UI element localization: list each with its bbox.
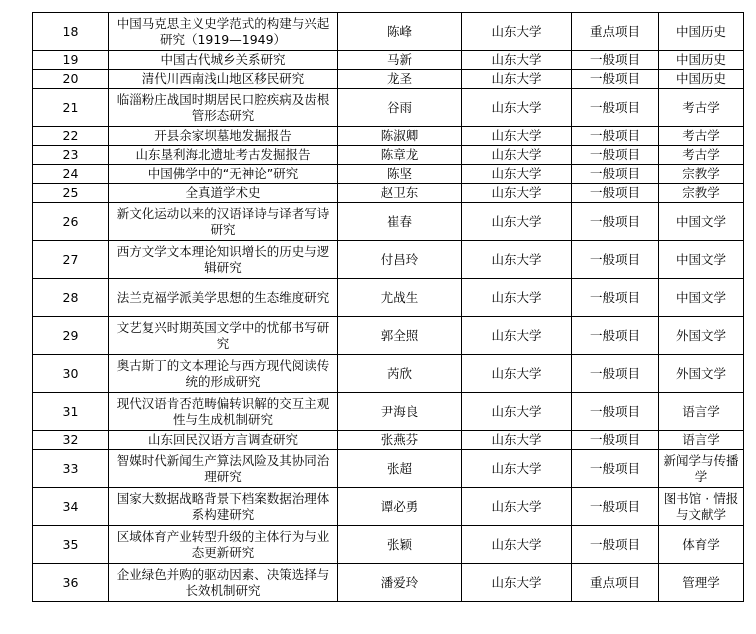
project-type: 一般项目 [572, 431, 659, 450]
project-title: 新文化运动以来的汉语译诗与译者写诗研究 [109, 203, 338, 241]
row-number: 21 [33, 89, 109, 127]
discipline: 新闻学与传播学 [659, 450, 744, 488]
project-title: 开县余家坝墓地发掘报告 [109, 127, 338, 146]
institution: 山东大学 [462, 526, 572, 564]
project-type: 一般项目 [572, 279, 659, 317]
discipline: 中国文学 [659, 203, 744, 241]
project-type: 一般项目 [572, 165, 659, 184]
institution: 山东大学 [462, 51, 572, 70]
row-number: 31 [33, 393, 109, 431]
principal-investigator: 崔春 [338, 203, 462, 241]
principal-investigator: 陈坚 [338, 165, 462, 184]
row-number: 30 [33, 355, 109, 393]
institution: 山东大学 [462, 317, 572, 355]
table-row [33, 89, 744, 127]
row-number: 33 [33, 450, 109, 488]
project-type: 一般项目 [572, 393, 659, 431]
project-title: 中国古代城乡关系研究 [109, 51, 338, 70]
principal-investigator: 潘爱玲 [338, 564, 462, 602]
row-number: 24 [33, 165, 109, 184]
table-row [33, 431, 744, 450]
project-type: 重点项目 [572, 564, 659, 602]
principal-investigator: 陈章龙 [338, 146, 462, 165]
institution: 山东大学 [462, 450, 572, 488]
discipline: 管理学 [659, 564, 744, 602]
principal-investigator: 赵卫东 [338, 184, 462, 203]
table-row [33, 526, 744, 564]
table-row [33, 241, 744, 279]
project-type: 一般项目 [572, 450, 659, 488]
principal-investigator: 张颖 [338, 526, 462, 564]
principal-investigator: 郭全照 [338, 317, 462, 355]
row-number: 32 [33, 431, 109, 450]
institution: 山东大学 [462, 89, 572, 127]
project-type: 重点项目 [572, 13, 659, 51]
project-title: 清代川西南浅山地区移民研究 [109, 70, 338, 89]
principal-investigator: 张超 [338, 450, 462, 488]
row-number: 28 [33, 279, 109, 317]
discipline: 语言学 [659, 431, 744, 450]
project-title: 国家大数据战略背景下档案数据治理体系构建研究 [109, 488, 338, 526]
principal-investigator: 陈淑卿 [338, 127, 462, 146]
discipline: 考古学 [659, 89, 744, 127]
project-type: 一般项目 [572, 203, 659, 241]
institution: 山东大学 [462, 184, 572, 203]
institution: 山东大学 [462, 355, 572, 393]
row-number: 19 [33, 51, 109, 70]
discipline: 体育学 [659, 526, 744, 564]
project-type: 一般项目 [572, 70, 659, 89]
row-number: 29 [33, 317, 109, 355]
discipline: 中国历史 [659, 70, 744, 89]
project-type: 一般项目 [572, 317, 659, 355]
table-row [33, 317, 744, 355]
discipline: 语言学 [659, 393, 744, 431]
principal-investigator: 芮欣 [338, 355, 462, 393]
institution: 山东大学 [462, 488, 572, 526]
institution: 山东大学 [462, 279, 572, 317]
row-number: 18 [33, 13, 109, 51]
institution: 山东大学 [462, 127, 572, 146]
row-number: 20 [33, 70, 109, 89]
principal-investigator: 尤战生 [338, 279, 462, 317]
project-title: 山东垦利海北遗址考古发掘报告 [109, 146, 338, 165]
table-row [33, 450, 744, 488]
project-type: 一般项目 [572, 241, 659, 279]
discipline: 外国文学 [659, 317, 744, 355]
table-row [33, 564, 744, 602]
principal-investigator: 尹海良 [338, 393, 462, 431]
table-row [33, 13, 744, 51]
project-title: 智媒时代新闻生产算法风险及其协同治理研究 [109, 450, 338, 488]
discipline: 考古学 [659, 127, 744, 146]
project-type: 一般项目 [572, 51, 659, 70]
project-table-body [33, 13, 744, 602]
table-row [33, 279, 744, 317]
institution: 山东大学 [462, 70, 572, 89]
discipline: 宗教学 [659, 184, 744, 203]
project-title: 文艺复兴时期英国文学中的忧郁书写研究 [109, 317, 338, 355]
table-row [33, 488, 744, 526]
project-title: 中国佛学中的“无神论”研究 [109, 165, 338, 184]
discipline: 中国文学 [659, 241, 744, 279]
project-title: 企业绿色并购的驱动因素、决策选择与长效机制研究 [109, 564, 338, 602]
discipline: 中国历史 [659, 51, 744, 70]
project-type: 一般项目 [572, 184, 659, 203]
row-number: 36 [33, 564, 109, 602]
discipline: 图书馆 · 情报与文献学 [659, 488, 744, 526]
discipline: 中国历史 [659, 13, 744, 51]
discipline: 宗教学 [659, 165, 744, 184]
project-title: 奥古斯丁的文本理论与西方现代阅读传统的形成研究 [109, 355, 338, 393]
row-number: 22 [33, 127, 109, 146]
principal-investigator: 马新 [338, 51, 462, 70]
project-title: 临淄粉庄战国时期居民口腔疾病及齿根管形态研究 [109, 89, 338, 127]
principal-investigator: 龙圣 [338, 70, 462, 89]
project-type: 一般项目 [572, 89, 659, 127]
institution: 山东大学 [462, 13, 572, 51]
project-type: 一般项目 [572, 355, 659, 393]
project-title: 区域体育产业转型升级的主体行为与业态更新研究 [109, 526, 338, 564]
table-row [33, 127, 744, 146]
table-row [33, 165, 744, 184]
table-row [33, 51, 744, 70]
project-title: 西方文学文本理论知识增长的历史与逻辑研究 [109, 241, 338, 279]
discipline: 外国文学 [659, 355, 744, 393]
principal-investigator: 谷雨 [338, 89, 462, 127]
principal-investigator: 付昌玲 [338, 241, 462, 279]
principal-investigator: 陈峰 [338, 13, 462, 51]
project-table [32, 12, 744, 602]
principal-investigator: 谭必勇 [338, 488, 462, 526]
row-number: 23 [33, 146, 109, 165]
institution: 山东大学 [462, 564, 572, 602]
project-title: 山东回民汉语方言调查研究 [109, 431, 338, 450]
institution: 山东大学 [462, 393, 572, 431]
row-number: 27 [33, 241, 109, 279]
row-number: 34 [33, 488, 109, 526]
row-number: 25 [33, 184, 109, 203]
discipline: 考古学 [659, 146, 744, 165]
institution: 山东大学 [462, 241, 572, 279]
institution: 山东大学 [462, 165, 572, 184]
project-title: 中国马克思主义史学范式的构建与兴起研究（1919—1949） [109, 13, 338, 51]
institution: 山东大学 [462, 146, 572, 165]
project-type: 一般项目 [572, 146, 659, 165]
institution: 山东大学 [462, 203, 572, 241]
project-title: 现代汉语肯否范畴偏转识解的交互主观性与生成机制研究 [109, 393, 338, 431]
institution: 山东大学 [462, 431, 572, 450]
row-number: 26 [33, 203, 109, 241]
table-row [33, 70, 744, 89]
table-row [33, 355, 744, 393]
table-row [33, 146, 744, 165]
project-type: 一般项目 [572, 488, 659, 526]
table-row [33, 184, 744, 203]
project-title: 全真道学术史 [109, 184, 338, 203]
table-row [33, 393, 744, 431]
project-type: 一般项目 [572, 526, 659, 564]
project-type: 一般项目 [572, 127, 659, 146]
table-row [33, 203, 744, 241]
principal-investigator: 张燕芬 [338, 431, 462, 450]
row-number: 35 [33, 526, 109, 564]
project-title: 法兰克福学派美学思想的生态维度研究 [109, 279, 338, 317]
discipline: 中国文学 [659, 279, 744, 317]
